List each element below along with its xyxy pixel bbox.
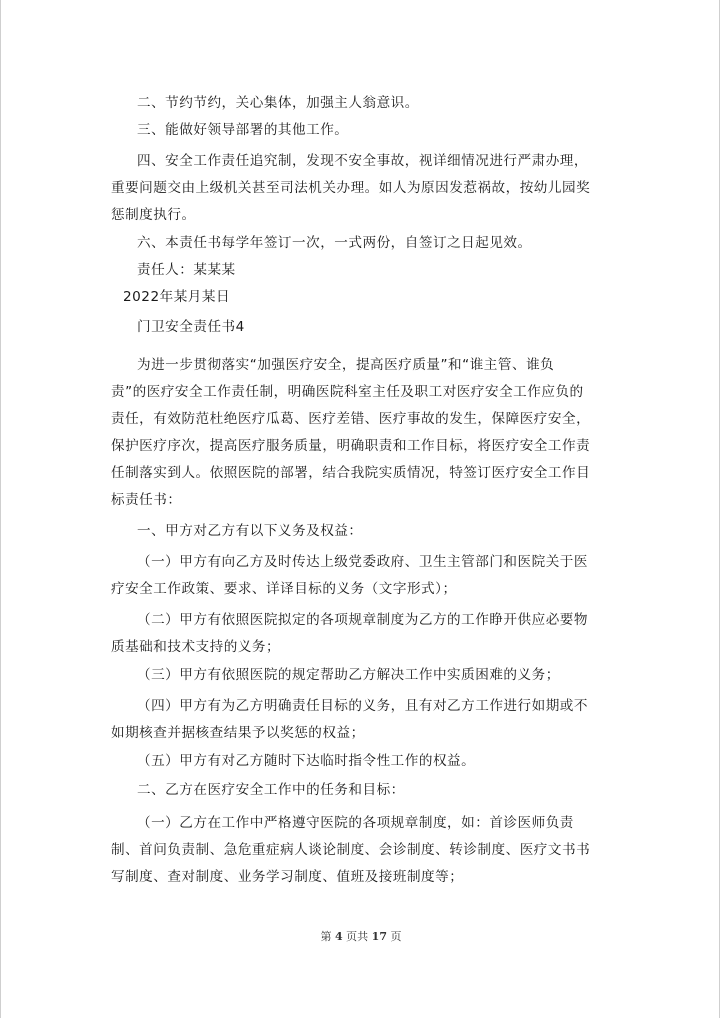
list-item-line: （五）甲方有对乙方随时下达临时指令性工作的权益。 — [137, 753, 476, 769]
list-item-line: （三）甲方有依照医院的规定帮助乙方解决工作中实质困难的义务； — [137, 667, 560, 683]
footer-middle: 页共 — [346, 930, 369, 943]
list-item-line: （一）甲方有向乙方及时传达上级党委政府、卫生主管部门和医院关于医 — [137, 554, 588, 570]
footer-total-pages: 17 — [371, 930, 387, 943]
list-item-line: 制、首问负责制、急危重症病人谈论制度、会诊制度、转诊制度、医疗文书书 — [111, 842, 591, 858]
section-title: 二、乙方在医疗安全工作中的任务和目标： — [137, 782, 405, 798]
footer-suffix: 页 — [390, 930, 402, 943]
page-footer — [1, 929, 720, 945]
date-line: 2022年某月某日 — [123, 289, 231, 305]
paragraph-line: 六、本责任书每学年签订一次，一式两份，自签订之日起见效。 — [137, 235, 532, 251]
paragraph-line: 惩制度执行。 — [111, 207, 196, 223]
list-item-line: （二）甲方有依照医院拟定的各项规章制度为乙方的工作睁开供应必要物 — [137, 612, 588, 628]
paragraph-line: 二、节约节约，关心集体，加强主人翁意识。 — [137, 95, 419, 111]
intro-line: 任制落实到人。依照医院的部署，结合我院实质情况，特签订医疗安全工作目 — [111, 465, 591, 481]
list-item-line: （四）甲方有为乙方明确责任目标的义务，且有对乙方工作进行如期或不 — [137, 698, 588, 714]
section-title: 一、甲方对乙方有以下义务及权益： — [137, 523, 363, 539]
paragraph-line: 重要问题交由上级机关甚至司法机关办理。如人为原因发惹祸故，按幼儿园奖 — [111, 180, 591, 196]
list-item-line: 疗安全工作政策、要求、详译目标的义务（文字形式）； — [111, 581, 457, 597]
paragraph-line: 四、安全工作责任追究制，发现不安全事故，视详细情况进行严肃办理， — [137, 153, 588, 169]
footer-prefix: 第 — [320, 930, 332, 943]
list-item-line: （一）乙方在工作中严格遵守医院的各项规章制度，如：首诊医师负责 — [137, 815, 574, 831]
intro-line: 责”的医疗安全工作责任制，明确医院科室主任及职工对医疗安全工作应负的 — [111, 384, 584, 400]
list-item-line: 写制度、查对制度、业务学习制度、值班及接班制度等； — [111, 869, 464, 885]
section-heading: 门卫安全责任书4 — [137, 319, 245, 335]
intro-line: 标责任书： — [111, 492, 182, 508]
footer-current-page: 4 — [335, 930, 343, 943]
list-item-line: 如期核查并据核查结果予以奖惩的权益； — [111, 725, 365, 741]
intro-line: 为进一步贯彻落实“加强医疗安全，提高医疗质量”和“谁主管、谁负 — [137, 357, 555, 373]
paragraph-line: 三、能做好领导部署的其他工作。 — [137, 122, 349, 138]
signatory-line: 责任人：某某某 — [137, 262, 236, 278]
intro-line: 责任，有效防范杜绝医疗瓜葛、医疗差错、医疗事故的发生，保障医疗安全， — [111, 411, 591, 427]
intro-line: 保护医疗序次，提高医疗服务质量，明确职责和工作目标，将医疗安全工作责 — [111, 438, 591, 454]
list-item-line: 质基础和技术支持的义务； — [111, 639, 281, 655]
